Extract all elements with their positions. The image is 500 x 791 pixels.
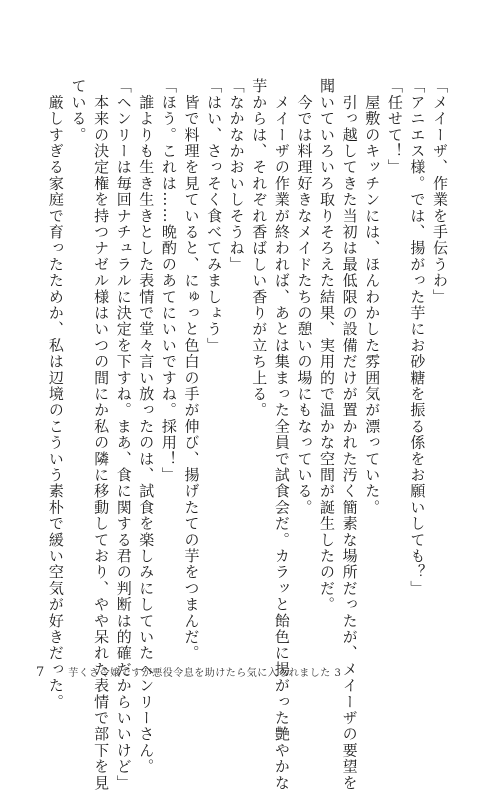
text-line: 引っ越してきた当初は最低限の設備だけが置かれた汚く簡素な場所だったが、メイーザの要望を — [340, 78, 359, 791]
text-line: 「はい、さっそく食べてみましょう」 — [205, 78, 224, 354]
text-line: メイーザの作業が終われば、あとは集まった全員で試食会だ。カラッと飴色に揚がった艶やかな — [272, 78, 291, 791]
text-line: ている。 — [69, 78, 88, 143]
text-line: 「なかなかおいしそうね」 — [227, 78, 246, 273]
text-line: 厳しすぎる家庭で育ったためか、私は辺境のこういう素朴で緩い空気が好きだった。 — [46, 78, 65, 710]
text-line: 皆で料理を見ていると、にゅっと色白の手が伸び、揚げたての芋をつまんだ。 — [182, 78, 201, 662]
text-line: 芋からは、それぞれ香ばしい香りが立ち上る。 — [250, 78, 269, 419]
text-line: 本来の決定権を持つナゼル様はいつの間にか私の隣に移動しており、やや呆れた表情で部下を見 — [92, 78, 111, 791]
page-footer — [36, 664, 341, 680]
text-line: 「任せて！」 — [385, 78, 404, 176]
running-title: 芋くさ令嬢ですが悪役令息を助けたら気に入られました 3 — [68, 668, 342, 679]
text-line: 「アニエス様。では、揚がった芋にお砂糖を振る係をお願いしても？」 — [408, 78, 427, 597]
text-line: 聞いていろいろ取りそろえた結果、実用的で温かな空間が誕生したのだ。 — [318, 78, 337, 613]
text-line: 今では料理好きなメイドたちの憩いの場にもなっている。 — [295, 78, 314, 516]
text-line: 誰よりも生き生きとした表情で堂々言い放ったのは、試食を楽しみにしていたヘンリーさん。 — [137, 78, 156, 775]
text-line: 「ヘンリーは毎回ナチュラルに決定を下すね。まあ、食に関する君の判断は的確だからいいけど」 — [114, 78, 133, 791]
text-line: 「メイーザ、作業を手伝うわ」 — [431, 78, 449, 305]
text-line: 「ほう。これは……晩酌のあてにいいですね。採用！」 — [159, 78, 178, 483]
text-line: 屋敷のキッチンには、ほんわかした雰囲気が漂っていた。 — [363, 78, 382, 516]
page-number: 7 — [36, 665, 45, 680]
